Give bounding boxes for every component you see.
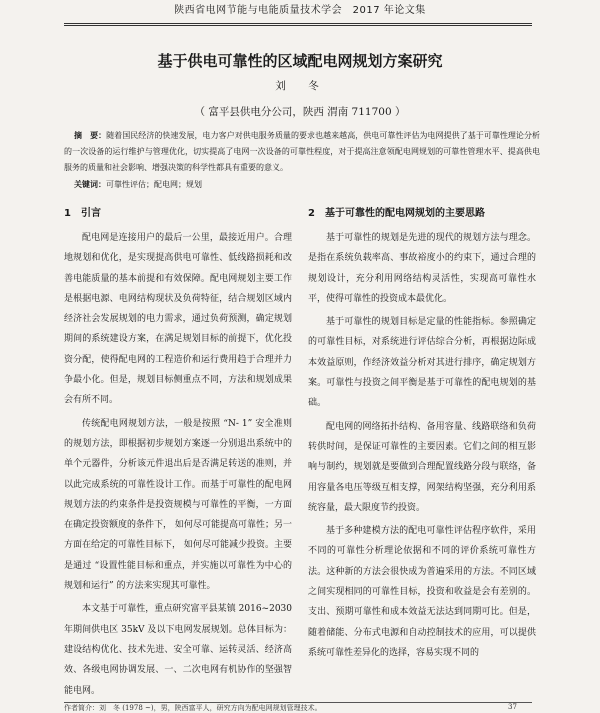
right-column [308,206,536,666]
paragraph: 基于可靠性的规划目标是定量的性能指标。参照确定的可靠性目标，对系统进行评估综合分析，再根据边际成本效益原则，作经济效益分析对其进行排序，确定规划方案。可靠性与投资之间平衡是基于可靠性的配电规划的基础。 [308,317,536,409]
header-rule [64,23,532,24]
abstract-label: 摘 要： [74,131,107,140]
header-rule-double [64,25,532,26]
paragraph: 配电网是连接用户的最后一公里，最接近用户。合理地规划和优化，是实现提高供电可靠性、低线路损耗和改善电能质量的基本前提和有效保障。配电网规划主要工作是根据电源、电网结构现状及负荷特征，结合规划区域内经济社会发展规划的电力需求，通过负荷预测，确定规划期间的系统建设方案，在满足规划目标的前提下，优化投资分配，使得配电网的工程造价和运行费用趋于合理并力争最小化。但是，规划目标侧重点不同，方法和规划成果会有所不同。 [64,233,292,406]
running-header: 陕西省电网节能与电能质量技术学会 2017 年论文集 [174,5,426,16]
affiliation: （ 富平县供电分公司，陕西 渭南 711700 ） [194,106,406,118]
keywords-text: 可靠性评估；配电网；规划 [106,180,202,189]
section-heading: 1 引言 [64,208,101,219]
paragraph: 基于可靠性的规划是先进的现代的规划方法与理念。是指在系统负载率高、事故裕度小的约束下，通过合理的规划设计，充分利用网络结构灵活性，实现高可靠性水平，使得可靠性的投资成本最优化。 [308,233,536,304]
author: 刘 冬 [275,80,325,92]
paragraph: 传统配电网规划方法，一般是按照 “N- 1” 安全准则的规划方法，即根据初步规划方案逐一分别退出系统中的单个元器件，分析该元件退出后是否满足转送的准则，并以此完成系统的可靠性设计工作。而基于可靠性的配电网规划方法的约束条件是投资规模与可靠性的平衡，一方面在确定投资额度的条件下， 如何尽可能提高可靠性；另一方面在给定的可靠性目标下， 如何尽可能减少投资。主要是通过 “设置性能目标和重点，并实施以可靠性为中心的规划和运行” 的方法来实现其可靠性。 [64,418,292,592]
abstract-text: 随着国民经济的快速发展，电力客户对供电服务质量的要求也越来越高，供电可靠性评估为电网提供了基于可靠性理论分析的一次设备的运行维护与管理优化，切实提高了电网一次设备的可靠性程度，对于提高注意领配电网规划的可靠性管理水平、提高供电服务的质量和社会影响、增强决策的科学性都具有重要的意义。 [64,131,540,172]
author-note: 作者简介：刘 冬 (1978 ~)，男，陕西富平人，研究方向为配电网规划管理技术。 [64,704,322,712]
paragraph: 本文基于可靠性，重点研究富平县某镇 2016~2030 年期间供电区 35kV 及以下电网发展规划。总体目标为：建设结构优化、技术先进、安全可靠、运转灵活、经济高效、各级电网协调发展、一、二次电网有机协作的坚强智能电网。 [64,604,292,696]
abstract [64,128,540,176]
page-number: 37 [508,703,517,711]
paragraph: 配电网的网络拓扑结构、备用容量、线路联络和负荷转供时间，是保证可靠性的主要因素。它们之间的相互影响与制约，规划就是要做到合理配置线路分段与联络，备用容量各电压等级互相支撑，网架结构坚强，充分利用系统容量，最大限度节约投资。 [308,421,536,513]
paragraph: 基于多种建模方法的配电可靠性评估程序软件，采用不同的可靠性分析理论依据和不同的评价系统可靠性方法。这种新的方法会很快成为普遍采用的方法。不同区域之间实现相同的可靠性目标，投资和收益是会有差别的。支出、预期可靠性和成本效益无法达到同期可比。但是，随着储能、分布式电源和自动控制技术的应用，可以提供系统可靠性差异化的选择，容易实现不同的 [308,526,536,658]
keywords [74,178,540,192]
keywords-label: 关键词： [74,180,106,189]
left-column [64,206,292,704]
section-heading: 2 基于可靠性的配电网规划的主要思路 [308,208,485,219]
article-title: 基于供电可靠性的区域配电网规划方案研究 [157,52,443,70]
